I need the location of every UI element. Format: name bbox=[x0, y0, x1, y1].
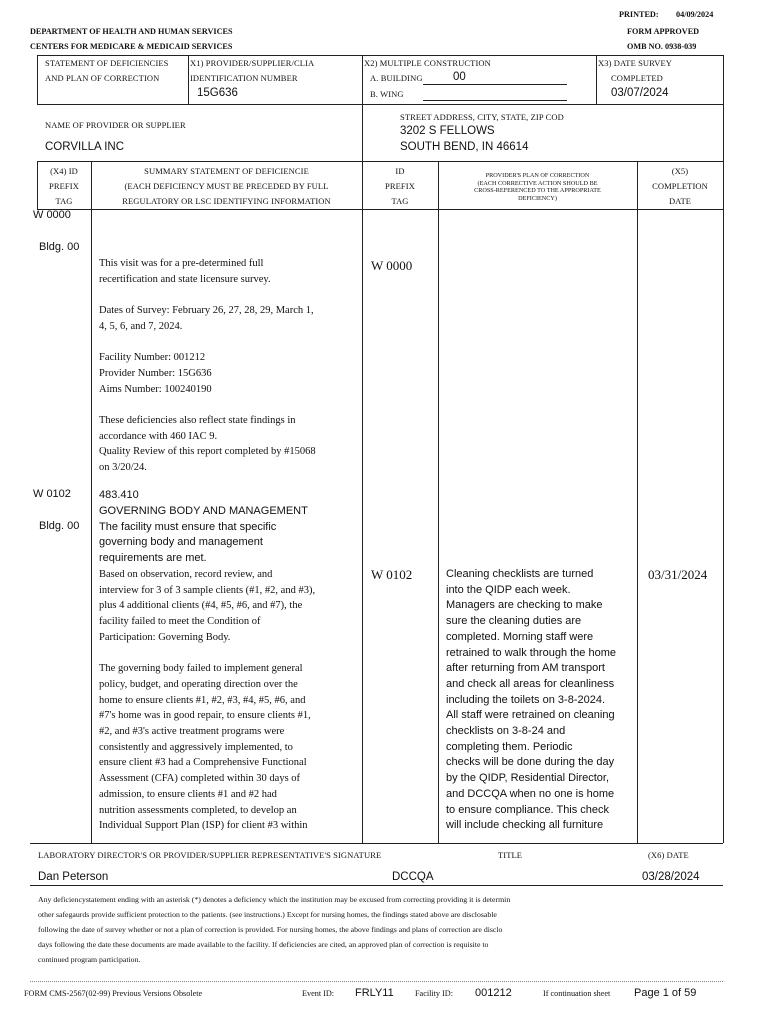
provider-name-label: NAME OF PROVIDER OR SUPPLIER bbox=[45, 120, 186, 130]
prefix-tag-2: W 0102 bbox=[33, 488, 71, 500]
survey-date-value: 03/07/2024 bbox=[611, 87, 669, 99]
summary-paragraph-5: Based on observation, record review, and interview for 3 of 3 sample clients (#1, #2, and #3), plus 4 additional clients (#4, #5, #6, and #7), the facility failed to meet the Condition of Participation: Governing Body. bbox=[99, 569, 316, 643]
regulation-text: GOVERNING BODY AND MANAGEMENT The facility must ensure that specific governing body and management requirements are met. bbox=[99, 505, 308, 565]
x3-label-1: X3) DATE SURVEY bbox=[598, 58, 673, 68]
x1-label-1: X1) PROVIDER/SUPPLIER/CLIA bbox=[190, 58, 315, 68]
provider-name-value: CORVILLA INC bbox=[45, 141, 125, 153]
summary-header-3: REGULATORY OR LSC IDENTIFYING INFORMATION bbox=[122, 196, 331, 206]
x5-header-3: DATE bbox=[668, 196, 692, 206]
event-id-value: FRLY11 bbox=[355, 987, 394, 999]
building-label: A. BUILDING bbox=[370, 73, 423, 83]
facility-id-label: Facility ID: bbox=[415, 989, 453, 998]
building-tag-1: Bldg. 00 bbox=[39, 241, 80, 253]
summary-paragraph-4: These deficiencies also reflect state findings in accordance with 460 IAC 9. Quality Review of this report completed by #15068 on 3/20/24. bbox=[99, 414, 316, 474]
signature-label: LABORATORY DIRECTOR'S OR PROVIDER/SUPPLIER REPRESENTATIVE'S SIGNATURE bbox=[38, 850, 382, 860]
street-address-line1: 3202 S FELLOWS bbox=[400, 125, 495, 137]
statement-label-1: STATEMENT OF DEFICIENCIES bbox=[45, 58, 169, 68]
summary-block-2 bbox=[99, 567, 361, 850]
id-header-3: TAG bbox=[391, 196, 409, 206]
summary-block-1 bbox=[99, 256, 361, 491]
street-address-label: STREET ADDRESS, CITY, STATE, ZIP COD bbox=[400, 112, 564, 122]
id-header-2: PREFIX bbox=[385, 181, 415, 191]
x4-header-2: PREFIX bbox=[49, 181, 79, 191]
completion-date: 03/31/2024 bbox=[648, 567, 708, 582]
form-approved: FORM APPROVED bbox=[627, 27, 700, 36]
printed-label: PRINTED: bbox=[619, 10, 659, 19]
summary-paragraph-3: Facility Number: 001212 Provider Number: 15G636 Aims Number: 100240190 bbox=[99, 352, 212, 395]
signature-rule bbox=[30, 885, 723, 886]
summary-paragraph-2: Dates of Survey: February 26, 27, 28, 29, March 1, 4, 5, 6, and 7, 2024. bbox=[99, 305, 314, 332]
event-id-label: Event ID: bbox=[302, 989, 335, 998]
centers-name: CENTERS FOR MEDICARE & MEDICAID SERVICES bbox=[30, 42, 233, 51]
x5-header-2: COMPLETION bbox=[652, 181, 708, 191]
x3-label-2: COMPLETED bbox=[611, 73, 663, 83]
form-number: FORM CMS-2567(02-99) Previous Versions Obsolete bbox=[24, 989, 203, 998]
x2-label: X2) MULTIPLE CONSTRUCTION bbox=[364, 58, 491, 68]
x4-header-3: TAG bbox=[55, 196, 73, 206]
id-prefix-tag-2: W 0102 bbox=[371, 567, 413, 582]
x5-header-1: (X5) bbox=[671, 166, 689, 176]
plan-of-correction-text: Cleaning checklists are turned into the QIDP each week. Managers are checking to make sure the cleaning duties are completed. Morning staff were retrained to walk through the home after returning from AM transport and check all areas for cleanliness including the toilets on 3-8-2024. All staff were retrained on cleaning checklists on 3-8-24 and completing them. Periodic checks will be done during the day by the QIDP, Residential Director, and DCCQA when no one is home to ensure compliance. This check will include checking all furniture bbox=[446, 568, 616, 832]
x1-label-2: IDENTIFICATION NUMBER bbox=[190, 73, 298, 83]
signer-title: DCCQA bbox=[392, 871, 434, 883]
id-header-1: ID bbox=[395, 166, 405, 176]
omb-number: OMB NO. 0938-039 bbox=[627, 42, 697, 51]
provider-id-value: 15G636 bbox=[197, 87, 238, 99]
plan-header-3: CROSS-REFERENCED TO THE APPROPRIATE bbox=[474, 187, 601, 194]
plan-header bbox=[438, 172, 637, 202]
prefix-tag-1: W 0000 bbox=[33, 209, 71, 221]
facility-id-value: 001212 bbox=[475, 987, 512, 999]
disclaimer-text: Any deficiencystatement ending with an asterisk (*) denotes a deficiency which the institution may be excused from correcting providing it is determin other safegaurds provide sufficient protection to the patients. (see instructions.) Except for nursing homes, the findings stated above are disclosable following the date of survey whether or not a plan of correction is provided. For nursing homes, the above findings and plans of correction are disclo days following the date these documents are made available to the facility. If deficiencies are cited, an approved plan of correction is requisite to continued program participation. bbox=[38, 895, 511, 964]
building-value: 00 bbox=[453, 71, 466, 83]
department-name: DEPARTMENT OF HEALTH AND HUMAN SERVICES bbox=[30, 27, 233, 36]
summary-header-2: (EACH DEFICIENCY MUST BE PRECEDED BY FULL bbox=[124, 181, 329, 191]
street-address-line2: SOUTH BEND, IN 46614 bbox=[400, 141, 529, 153]
plan-header-2: (EACH CORRECTIVE ACTION SHOULD BE bbox=[477, 179, 598, 187]
x4-header-1: (X4) ID bbox=[50, 166, 78, 176]
continuation-label: If continuation sheet bbox=[543, 989, 611, 998]
summary-paragraph-1: This visit was for a pre-determined full recertification and state licensure survey. bbox=[99, 258, 271, 285]
building-tag-2: Bldg. 00 bbox=[39, 520, 80, 532]
summary-header-1: SUMMARY STATEMENT OF DEFICIENCIE bbox=[144, 166, 309, 176]
id-prefix-tag-1: W 0000 bbox=[371, 258, 413, 273]
wing-label: B. WING bbox=[370, 89, 404, 99]
regulation-number: 483.410 bbox=[99, 489, 139, 501]
signature-date: 03/28/2024 bbox=[642, 871, 700, 883]
plan-header-4: DEFICIENCY) bbox=[518, 194, 557, 202]
summary-paragraph-6: The governing body failed to implement general policy, budget, and operating direction over the home to ensure clients #1, #2, #3, #4, #5, #6, and #7's home was in good repair, to ensure clients #1, #2, and #3's active treatment programs were consistently and aggressively implemented, to ensure client #3 had a Comprehensive Functional Assessment (CFA) completed within 30 days of admission, to ensure clients #1 and #2 had nutrition assessments completed, to develop an Individual Support Plan (ISP) for client #3 within bbox=[99, 663, 311, 832]
page-number: Page 1 of 59 bbox=[634, 987, 697, 999]
title-label: TITLE bbox=[498, 850, 523, 860]
plan-header-1: PROVIDER'S PLAN OF CORRECTION bbox=[485, 172, 590, 179]
signature-date-label: (X6) DATE bbox=[648, 850, 689, 860]
signer-name: Dan Peterson bbox=[38, 871, 109, 883]
footer-rule bbox=[30, 981, 723, 982]
printed-date: 04/09/2024 bbox=[676, 10, 714, 19]
statement-label-2: AND PLAN OF CORRECTION bbox=[45, 73, 160, 83]
